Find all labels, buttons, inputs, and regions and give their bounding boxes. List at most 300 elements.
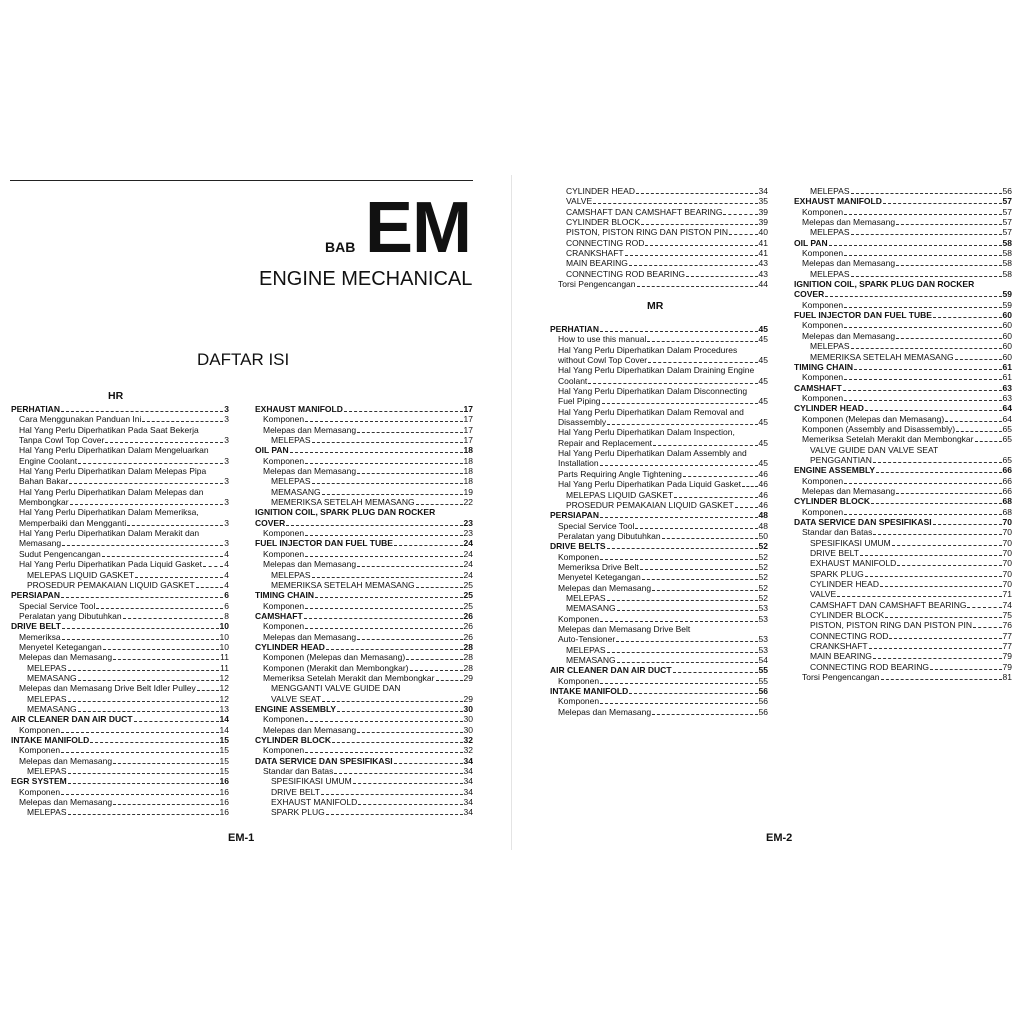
- toc-entry[interactable]: [255, 445, 473, 455]
- toc-entry-label: How to use this manual: [558, 334, 647, 345]
- toc-entry-label: Komponen (Melepas dan Memasang): [802, 413, 945, 424]
- toc-entry[interactable]: [255, 570, 473, 580]
- toc-entry[interactable]: [794, 445, 1012, 455]
- toc-entry[interactable]: [255, 476, 473, 486]
- toc-leader: [617, 610, 758, 611]
- toc-entry[interactable]: [550, 396, 768, 406]
- toc-entry[interactable]: [794, 517, 1012, 527]
- toc-entry-label: Komponen: [802, 320, 844, 331]
- toc-entry[interactable]: [255, 507, 473, 517]
- toc-entry-page: 66: [1002, 485, 1012, 496]
- toc-entry[interactable]: [550, 438, 768, 448]
- toc-entry[interactable]: [255, 435, 473, 445]
- toc-entry[interactable]: [794, 641, 1012, 651]
- toc-leader: [305, 628, 462, 629]
- toc-leader: [607, 424, 757, 425]
- toc-entry-page: 65: [1002, 454, 1012, 465]
- toc-entry-page: 29: [463, 672, 473, 683]
- toc-entry[interactable]: [11, 632, 229, 642]
- toc-entry[interactable]: [794, 600, 1012, 610]
- toc-entry[interactable]: [255, 487, 473, 497]
- toc-entry[interactable]: [550, 676, 768, 686]
- toc-entry[interactable]: [550, 521, 768, 531]
- toc-entry[interactable]: [255, 787, 473, 797]
- toc-entry[interactable]: [11, 497, 229, 507]
- toc-leader: [930, 669, 1002, 670]
- toc-leader: [883, 203, 1002, 204]
- toc-entry[interactable]: [550, 562, 768, 572]
- toc-entry[interactable]: [550, 248, 768, 258]
- toc-entry[interactable]: [550, 386, 768, 396]
- toc-entry-label: Memasang: [19, 538, 62, 549]
- toc-entry[interactable]: [255, 404, 473, 414]
- toc-leader: [844, 255, 1001, 256]
- toc-entry-page: 70: [1002, 548, 1012, 559]
- toc-entry[interactable]: [794, 662, 1012, 672]
- toc-entry[interactable]: [794, 476, 1012, 486]
- toc-entry-page: 53: [758, 644, 768, 655]
- toc-entry[interactable]: [550, 365, 768, 375]
- toc-entry[interactable]: [794, 372, 1012, 382]
- toc-entry-page: 55: [758, 675, 768, 686]
- toc-entry[interactable]: [794, 362, 1012, 372]
- toc-entry-page: 60: [1002, 330, 1012, 341]
- toc-entry-page: 18: [463, 445, 473, 456]
- toc-entry-label: AIR CLEANER DAN AIR DUCT: [11, 714, 133, 725]
- toc-entry[interactable]: [794, 403, 1012, 413]
- toc-entry[interactable]: [794, 341, 1012, 351]
- toc-entry[interactable]: [794, 279, 1012, 289]
- toc-leader: [305, 752, 462, 753]
- toc-entry-label: Memeriksa Drive Belt: [558, 561, 639, 572]
- toc-entry[interactable]: [550, 217, 768, 227]
- toc-entry[interactable]: [255, 414, 473, 424]
- toc-entry[interactable]: [550, 334, 768, 344]
- toc-entry[interactable]: [11, 776, 229, 786]
- toc-entry-page: 32: [463, 735, 473, 745]
- toc-entry-label: MEMASANG: [566, 655, 616, 665]
- toc-entry-label: Hal Yang Perlu Diperhatikan Pada Liquid Gasket: [19, 559, 203, 570]
- toc-entry[interactable]: [794, 217, 1012, 227]
- toc-entry[interactable]: [794, 589, 1012, 599]
- toc-entry[interactable]: [11, 559, 229, 569]
- toc-entry[interactable]: [550, 634, 768, 644]
- toc-entry[interactable]: [11, 766, 229, 776]
- toc-entry[interactable]: [794, 331, 1012, 341]
- toc-entry-label: MEMERIKSA SETELAH MEMASANG: [271, 579, 415, 590]
- toc-entry[interactable]: [550, 279, 768, 289]
- toc-leader: [683, 476, 758, 477]
- toc-entry-page: 57: [1002, 196, 1012, 207]
- toc-entry-page: 56: [758, 706, 768, 717]
- toc-entry[interactable]: [550, 686, 768, 696]
- toc-entry-page: 74: [1002, 599, 1012, 610]
- toc-leader: [652, 714, 757, 715]
- toc-entry[interactable]: [794, 269, 1012, 279]
- toc-entry[interactable]: [550, 552, 768, 562]
- toc-entry[interactable]: [11, 476, 229, 486]
- toc-entry-label: MELEPAS: [271, 435, 311, 446]
- toc-entry[interactable]: [794, 238, 1012, 248]
- toc-entry[interactable]: [255, 663, 473, 673]
- toc-leader: [629, 265, 758, 266]
- toc-entry[interactable]: [550, 417, 768, 427]
- toc-entry[interactable]: [794, 672, 1012, 682]
- toc-entry-page: 59: [1002, 289, 1012, 300]
- toc-leader: [600, 331, 758, 332]
- toc-entry-label: MEMASANG: [27, 672, 77, 683]
- toc-leader: [843, 390, 1002, 391]
- toc-entry[interactable]: [11, 611, 229, 621]
- toc-entry[interactable]: [794, 196, 1012, 206]
- toc-entry-label: DATA SERVICE DAN SPESIFIKASI: [794, 517, 932, 527]
- toc-entry[interactable]: [794, 651, 1012, 661]
- toc-leader: [305, 535, 462, 536]
- toc-entry[interactable]: [550, 238, 768, 248]
- toc-entry[interactable]: [11, 694, 229, 704]
- toc-entry[interactable]: [255, 766, 473, 776]
- toc-entry[interactable]: [11, 487, 229, 497]
- toc-entry[interactable]: [550, 469, 768, 479]
- toc-entry[interactable]: [255, 756, 473, 766]
- toc-entry[interactable]: [550, 510, 768, 520]
- toc-entry-label: MELEPAS: [27, 807, 67, 818]
- toc-entry[interactable]: [11, 756, 229, 766]
- toc-entry-page: 45: [758, 437, 768, 448]
- toc-entry-page: 45: [758, 458, 768, 469]
- toc-entry[interactable]: [550, 707, 768, 717]
- toc-entry-page: 64: [1002, 403, 1012, 414]
- toc-entry[interactable]: [11, 590, 229, 600]
- toc-entry-page: 17: [463, 424, 473, 435]
- toc-entry[interactable]: [794, 300, 1012, 310]
- toc-entry-page: 70: [1002, 558, 1012, 569]
- toc-entry[interactable]: [794, 631, 1012, 641]
- toc-entry[interactable]: [794, 569, 1012, 579]
- toc-entry[interactable]: [550, 345, 768, 355]
- toc-entry-label: Hal Yang Perlu Diperhatikan Dalam Procedures: [558, 344, 738, 355]
- toc-entry-page: 75: [1002, 610, 1012, 621]
- toc-entry[interactable]: [794, 434, 1012, 444]
- toc-entry[interactable]: [11, 549, 229, 559]
- toc-entry-page: 12: [219, 672, 229, 683]
- toc-leader: [394, 763, 463, 764]
- toc-entry-label: Hal Yang Perlu Diperhatikan Pada Liquid Gasket: [558, 479, 742, 490]
- toc-entry[interactable]: [255, 725, 473, 735]
- toc-entry[interactable]: [11, 466, 229, 476]
- toc-entry[interactable]: [255, 528, 473, 538]
- toc-entry[interactable]: [11, 663, 229, 673]
- toc-leader: [61, 597, 223, 598]
- toc-entry[interactable]: [550, 269, 768, 279]
- toc-entry-page: 68: [1002, 496, 1012, 507]
- toc-entry[interactable]: [255, 683, 473, 693]
- toc-entry[interactable]: [11, 673, 229, 683]
- toc-entry[interactable]: [794, 414, 1012, 424]
- toc-entry[interactable]: [550, 324, 768, 334]
- toc-entry-page: 3: [224, 497, 229, 508]
- toc-entry[interactable]: [794, 258, 1012, 268]
- toc-entry[interactable]: [11, 507, 229, 517]
- toc-entry[interactable]: [550, 207, 768, 217]
- toc-leader: [645, 245, 757, 246]
- toc-entry-page: 14: [219, 714, 229, 725]
- toc-entry[interactable]: [794, 610, 1012, 620]
- toc-entry[interactable]: [550, 696, 768, 706]
- toc-entry-label: Memeriksa Setelah Merakit dan Membongkar: [263, 672, 435, 683]
- toc-leader: [640, 569, 758, 570]
- section-label-hr: HR: [108, 390, 124, 402]
- toc-entry[interactable]: [255, 776, 473, 786]
- toc-entry[interactable]: [794, 186, 1012, 196]
- toc-leader: [358, 804, 462, 805]
- toc-entry-label: Komponen: [802, 392, 844, 403]
- toc-entry-page: 18: [463, 455, 473, 466]
- toc-entry-label: PERSIAPAN: [550, 510, 599, 521]
- toc-entry[interactable]: [550, 490, 768, 500]
- toc-entry[interactable]: [794, 320, 1012, 330]
- toc-leader: [896, 224, 1001, 225]
- toc-entry-label: EGR SYSTEM: [11, 776, 67, 787]
- toc-entry[interactable]: [11, 601, 229, 611]
- toc-leader: [896, 493, 1001, 494]
- toc-entry[interactable]: [794, 486, 1012, 496]
- toc-entry[interactable]: [550, 624, 768, 634]
- toc-leader: [653, 445, 758, 446]
- toc-entry[interactable]: [794, 227, 1012, 237]
- toc-entry-label: Komponen: [802, 372, 844, 383]
- toc-entry[interactable]: [255, 673, 473, 683]
- toc-entry[interactable]: [11, 425, 229, 435]
- toc-entry[interactable]: [255, 425, 473, 435]
- toc-entry[interactable]: [794, 507, 1012, 517]
- toc-entry[interactable]: [11, 538, 229, 548]
- toc-leader: [337, 711, 462, 712]
- toc-leader: [353, 783, 463, 784]
- toc-entry-label: PERSIAPAN: [11, 590, 60, 601]
- toc-entry[interactable]: [11, 621, 229, 631]
- toc-leader: [61, 411, 223, 412]
- toc-entry[interactable]: [11, 797, 229, 807]
- toc-entry[interactable]: [11, 807, 229, 817]
- page-footer: EM-2: [766, 832, 793, 844]
- toc-entry-page: 58: [1002, 268, 1012, 279]
- toc-entry[interactable]: [794, 548, 1012, 558]
- toc-entry[interactable]: [550, 614, 768, 624]
- toc-entry-page: 61: [1002, 361, 1012, 372]
- toc-leader: [896, 265, 1001, 266]
- toc-leader: [837, 596, 1001, 597]
- toc-entry[interactable]: [550, 458, 768, 468]
- toc-entry[interactable]: [255, 704, 473, 714]
- toc-entry[interactable]: [794, 558, 1012, 568]
- toc-entry[interactable]: [550, 258, 768, 268]
- toc-entry-label: Melepas dan Memasang Drive Belt Idler Pulley: [19, 683, 196, 694]
- toc-entry[interactable]: [255, 466, 473, 476]
- toc-entry[interactable]: [550, 355, 768, 365]
- toc-entry[interactable]: [255, 807, 473, 817]
- toc-entry[interactable]: [11, 570, 229, 580]
- toc-entry-label: CYLINDER HEAD: [566, 186, 635, 196]
- toc-entry[interactable]: [550, 196, 768, 206]
- toc-entry[interactable]: [255, 549, 473, 559]
- toc-entry[interactable]: [11, 528, 229, 538]
- toc-leader: [326, 649, 463, 650]
- toc-leader: [851, 276, 1002, 277]
- toc-entry[interactable]: [255, 538, 473, 548]
- toc-entry[interactable]: [550, 572, 768, 582]
- toc-leader: [61, 794, 218, 795]
- toc-leader: [873, 462, 1002, 463]
- toc-entry[interactable]: [550, 376, 768, 386]
- toc-entry[interactable]: [255, 714, 473, 724]
- toc-entry-page: 34: [758, 186, 768, 196]
- toc-entry[interactable]: [255, 601, 473, 611]
- toc-entry[interactable]: [255, 694, 473, 704]
- toc-entry[interactable]: [11, 580, 229, 590]
- chapter-code: EM: [365, 188, 471, 268]
- toc-entry[interactable]: [794, 424, 1012, 434]
- toc-entry[interactable]: [11, 445, 229, 455]
- toc-entry[interactable]: [794, 393, 1012, 403]
- toc-leader: [871, 503, 1002, 504]
- toc-entry-label: CAMSHAFT DAN CAMSHAFT BEARING: [810, 599, 967, 610]
- toc-entry[interactable]: [550, 186, 768, 196]
- toc-entry[interactable]: [255, 797, 473, 807]
- toc-entry-label: Melepas dan Memasang: [802, 258, 896, 269]
- toc-entry[interactable]: [794, 455, 1012, 465]
- toc-entry[interactable]: [550, 541, 768, 551]
- toc-column-hr-2: [255, 404, 473, 818]
- toc-leader: [62, 639, 219, 640]
- toc-entry[interactable]: [11, 652, 229, 662]
- toc-entry[interactable]: [11, 714, 229, 724]
- toc-entry[interactable]: [794, 620, 1012, 630]
- toc-entry[interactable]: [255, 518, 473, 528]
- toc-entry[interactable]: [11, 787, 229, 797]
- toc-entry[interactable]: [255, 745, 473, 755]
- toc-entry[interactable]: [550, 645, 768, 655]
- toc-entry[interactable]: [11, 435, 229, 445]
- toc-entry[interactable]: [794, 383, 1012, 393]
- toc-entry[interactable]: [11, 735, 229, 745]
- toc-entry[interactable]: [255, 559, 473, 569]
- toc-entry[interactable]: [794, 579, 1012, 589]
- toc-leader: [78, 463, 223, 464]
- toc-entry[interactable]: [255, 590, 473, 600]
- toc-entry[interactable]: [255, 621, 473, 631]
- toc-entry[interactable]: [550, 603, 768, 613]
- toc-entry[interactable]: [11, 683, 229, 693]
- toc-entry[interactable]: [794, 207, 1012, 217]
- toc-entry[interactable]: [11, 704, 229, 714]
- toc-entry-page: 48: [758, 510, 768, 521]
- toc-entry[interactable]: [550, 227, 768, 237]
- page-footer: EM-1: [228, 832, 255, 844]
- toc-entry-label: MEMASANG: [27, 703, 77, 714]
- toc-entry[interactable]: [11, 414, 229, 424]
- toc-entry[interactable]: [11, 518, 229, 528]
- toc-entry-page: 22: [463, 497, 473, 508]
- toc-entry[interactable]: [550, 407, 768, 417]
- toc-entry-page: 64: [1002, 413, 1012, 424]
- toc-entry[interactable]: [255, 580, 473, 590]
- toc-leader: [851, 193, 1002, 194]
- toc-entry[interactable]: [11, 725, 229, 735]
- toc-leader: [844, 400, 1001, 401]
- toc-leader: [933, 317, 1002, 318]
- toc-leader: [290, 452, 463, 453]
- toc-entry-label: Melepas dan Memasang: [802, 485, 896, 496]
- toc-entry[interactable]: [550, 655, 768, 665]
- toc-entry-page: 3: [224, 414, 229, 425]
- toc-entry[interactable]: [794, 465, 1012, 475]
- toc-entry[interactable]: [550, 593, 768, 603]
- toc-entry[interactable]: [794, 248, 1012, 258]
- toc-leader: [637, 286, 758, 287]
- toc-entry-label: CRANKSHAFT: [566, 248, 624, 259]
- toc-entry[interactable]: [255, 611, 473, 621]
- toc-leader: [652, 590, 757, 591]
- toc-leader: [78, 711, 219, 712]
- toc-entry[interactable]: [550, 479, 768, 489]
- toc-entry-label: Fuel Piping: [558, 396, 601, 407]
- toc-leader: [68, 773, 219, 774]
- toc-entry[interactable]: [550, 500, 768, 510]
- toc-entry[interactable]: [794, 538, 1012, 548]
- toc-entry[interactable]: [794, 527, 1012, 537]
- toc-entry[interactable]: [11, 404, 229, 414]
- toc-entry[interactable]: [794, 352, 1012, 362]
- toc-entry-label: MELEPAS: [810, 227, 850, 238]
- toc-entry[interactable]: [255, 497, 473, 507]
- toc-entry-page: 17: [463, 414, 473, 425]
- toc-entry-label: Repair and Replacement: [558, 437, 653, 448]
- toc-entry[interactable]: [794, 496, 1012, 506]
- toc-entry[interactable]: [794, 310, 1012, 320]
- toc-entry[interactable]: [255, 735, 473, 745]
- toc-entry-label: MELEPAS: [271, 569, 311, 580]
- toc-entry-label: VALVE SEAT: [271, 693, 322, 704]
- toc-entry[interactable]: [550, 427, 768, 437]
- toc-entry[interactable]: [794, 289, 1012, 299]
- toc-leader: [897, 565, 1001, 566]
- toc-entry-label: CAMSHAFT DAN CAMSHAFT BEARING: [566, 206, 723, 217]
- toc-entry-label: Melepas dan Memasang: [263, 631, 357, 642]
- toc-entry[interactable]: [255, 632, 473, 642]
- toc-leader: [96, 608, 223, 609]
- toc-entry[interactable]: [550, 665, 768, 675]
- toc-entry[interactable]: [255, 456, 473, 466]
- toc-entry[interactable]: [550, 448, 768, 458]
- toc-entry[interactable]: [11, 642, 229, 652]
- toc-entry[interactable]: [11, 456, 229, 466]
- toc-entry-label: IGNITION COIL, SPARK PLUG DAN ROCKER: [255, 507, 436, 518]
- toc-entry-label: DATA SERVICE DAN SPESIFIKASI: [255, 755, 393, 766]
- toc-leader: [889, 638, 1001, 639]
- toc-entry-page: 52: [758, 561, 768, 572]
- toc-entry[interactable]: [255, 652, 473, 662]
- toc-entry[interactable]: [550, 583, 768, 593]
- toc-leader: [69, 483, 223, 484]
- toc-entry-label: Hal Yang Perlu Diperhatikan Dalam Merakit dan: [19, 528, 200, 539]
- toc-entry-page: 28: [463, 662, 473, 673]
- toc-entry[interactable]: [550, 531, 768, 541]
- toc-leader: [844, 214, 1001, 215]
- toc-entry[interactable]: [255, 642, 473, 652]
- toc-entry[interactable]: [11, 745, 229, 755]
- toc-entry-label: MELEPAS: [810, 341, 850, 352]
